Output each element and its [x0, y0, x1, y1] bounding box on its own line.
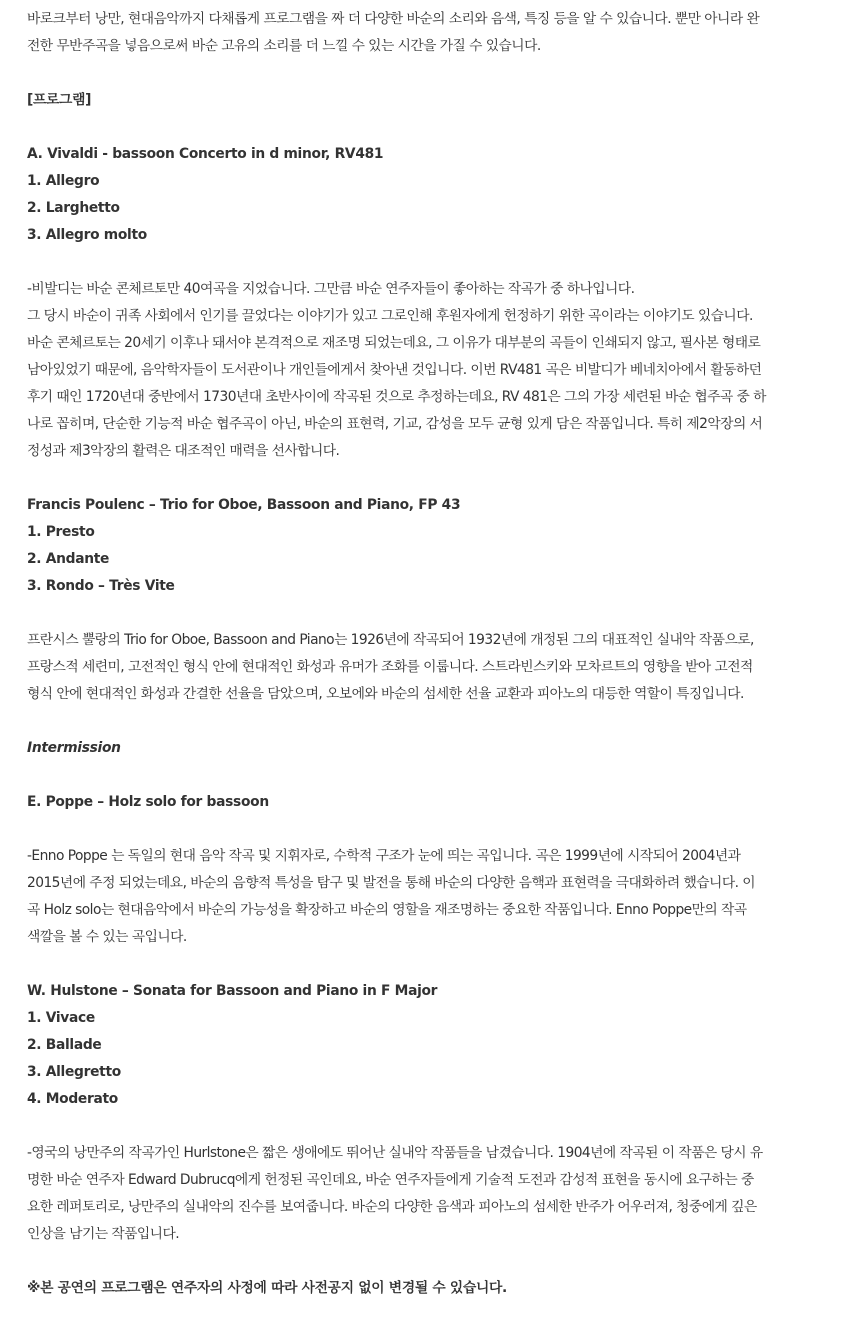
program-document — [27, 0, 822, 1302]
hulstone-description-line: 인상을 남기는 작품입니다. — [27, 1226, 180, 1242]
poulenc-description-line: 형식 안에 현대적인 화성과 간결한 선율을 담았으며, 오보에와 바순의 섬세한 선율 교환과 피아노의 대등한 역할이 특징입니다. — [27, 686, 744, 702]
poppe-description-line: 색깔을 볼 수 있는 곡입니다. — [27, 929, 187, 945]
vivaldi-description-line: 후기 때인 1720년대 중반에서 1730년대 초반사이에 작곡된 것으로 추정하는데요, RV 481은 그의 가장 세련된 바순 협주곡 중 하 — [27, 389, 766, 405]
intro-line: 전한 무반주곡을 넣음으로써 바순 고유의 소리를 더 느낄 수 있는 시간을 가질 수 있습니다. — [27, 38, 541, 54]
intro-line: 바로크부터 낭만, 현대음악까지 다채롭게 프로그램을 짜 더 다양한 바순의 소리와 음색, 특징 등을 알 수 있습니다. 뿐만 아니라 완 — [27, 11, 760, 27]
hulstone-title: W. Hulstone – Sonata for Bassoon and Piano in F Major — [27, 983, 438, 999]
hulstone-description-line: 명한 바순 연주자 Edward Dubrucq에게 헌정된 곡인데요, 바순 연주자들에게 기술적 도전과 감성적 표현을 동시에 요구하는 중 — [27, 1172, 754, 1188]
hulstone-movement: 1. Vivace — [27, 1010, 95, 1026]
poulenc-title: Francis Poulenc – Trio for Oboe, Bassoon and Piano, FP 43 — [27, 497, 461, 513]
vivaldi-description-line: 정성과 제3악장의 활력은 대조적인 매력을 선사합니다. — [27, 443, 340, 459]
vivaldi-title: A. Vivaldi - bassoon Concerto in d minor, RV481 — [27, 146, 384, 162]
hulstone-movement: 2. Ballade — [27, 1037, 102, 1053]
vivaldi-description-line: 나로 꼽히며, 단순한 기능적 바순 협주곡이 아닌, 바순의 표현력, 기교, 감성을 모두 균형 있게 담은 작품입니다. 특히 제2악장의 서 — [27, 416, 763, 432]
vivaldi-description-line: 바순 콘체르토는 20세기 이후나 돼서야 본격적으로 재조명 되었는데요, 그 이유가 대부분의 곡들이 인쇄되지 않고, 필사본 형태로 — [27, 335, 761, 351]
poppe-description-line: 2015년에 주정 되었는데요, 바순의 음향적 특성을 탐구 및 발전을 통해 바순의 다양한 음핵과 표현력을 극대화하려 했습니다. 이 — [27, 875, 756, 891]
vivaldi-description-line: 남아있었기 때문에, 음악학자들이 도서관이나 개인들에게서 찾아낸 것입니다. 이번 RV481 곡은 비발디가 베네치아에서 활동하던 — [27, 362, 762, 378]
poppe-description-line: -Enno Poppe 는 독일의 현대 음악 작곡 및 지휘자로, 수학적 구조가 눈에 띄는 곡입니다. 곡은 1999년에 시작되어 2004년과 — [27, 848, 741, 864]
program-heading: [프로그램] — [27, 92, 92, 108]
hulstone-movement: 3. Allegretto — [27, 1064, 121, 1080]
program-change-notice: ※본 공연의 프로그램은 연주자의 사정에 따라 사전공지 없이 변경될 수 있습니다. — [27, 1280, 507, 1296]
hulstone-description-line: -영국의 낭만주의 작곡가인 Hurlstone은 짧은 생애에도 뛰어난 실내악 작품들을 남겼습니다. 1904년에 작곡된 이 작품은 당시 유 — [27, 1145, 763, 1161]
vivaldi-description-line: -비발디는 바순 콘체르토만 40여곡을 지었습니다. 그만큼 바순 연주자들이 좋아하는 작곡가 중 하나입니다. — [27, 281, 635, 297]
poulenc-movement: 1. Presto — [27, 524, 95, 540]
vivaldi-movement: 2. Larghetto — [27, 200, 120, 216]
poulenc-description-line: 프랑스적 세련미, 고전적인 형식 안에 현대적인 화성과 유머가 조화를 이룹니다. 스트라빈스키와 모차르트의 영향을 받아 고전적 — [27, 659, 753, 675]
poulenc-movement: 3. Rondo – Très Vite — [27, 578, 175, 594]
vivaldi-description-line: 그 당시 바순이 귀족 사회에서 인기를 끌었다는 이야기가 있고 그로인해 후원자에게 헌정하기 위한 곡이라는 이야기도 있습니다. — [27, 308, 753, 324]
poulenc-description-line: 프란시스 뿔랑의 Trio for Oboe, Bassoon and Piano는 1926년에 작곡되어 1932년에 개정된 그의 대표적인 실내악 작품으로, — [27, 632, 754, 648]
hulstone-description-line: 요한 레퍼토리로, 낭만주의 실내악의 진수를 보여줍니다. 바순의 다양한 음색과 피아노의 섬세한 반주가 어우러져, 청중에게 깊은 — [27, 1199, 757, 1215]
poppe-title: E. Poppe – Holz solo for bassoon — [27, 794, 269, 810]
vivaldi-movement: 1. Allegro — [27, 173, 100, 189]
poulenc-movement: 2. Andante — [27, 551, 110, 567]
hulstone-movement: 4. Moderato — [27, 1091, 118, 1107]
vivaldi-movement: 3. Allegro molto — [27, 227, 147, 243]
intermission-label: Intermission — [27, 740, 121, 756]
poppe-description-line: 곡 Holz solo는 현대음악에서 바순의 가능성을 확장하고 바순의 영할을 재조명하는 중요한 작품입니다. Enno Poppe만의 작곡 — [27, 902, 747, 918]
